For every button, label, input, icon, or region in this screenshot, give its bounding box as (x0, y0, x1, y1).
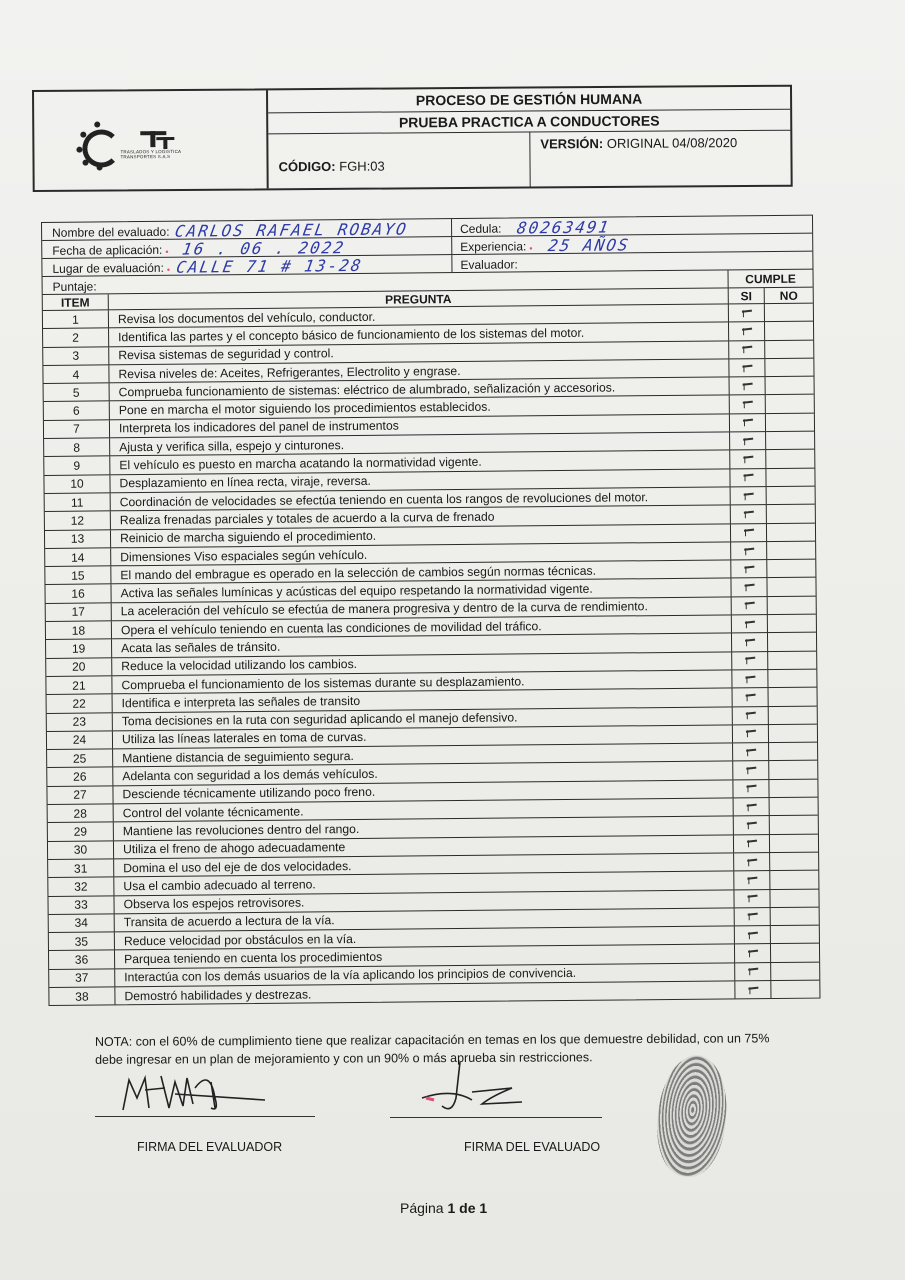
item-number: 14 (45, 548, 111, 566)
name-label: Nombre del evaluado: (52, 224, 170, 240)
question-text: Reduce la velocidad utilizando los cambios. (112, 652, 732, 675)
yes-cell (735, 926, 771, 944)
question-text: Comprueba funcionamiento de sistemas: eléctrico de alumbrado, señalización y accesorios. (110, 378, 730, 401)
check-mark-icon (742, 437, 754, 445)
yes-cell (733, 743, 769, 761)
check-mark-icon (745, 839, 757, 847)
version-value: ORIGINAL 04/08/2020 (606, 135, 738, 151)
page-current: 1 (447, 1200, 456, 1216)
evaluator-signature (115, 1068, 275, 1118)
no-cell (770, 852, 818, 870)
item-number: 38 (49, 987, 115, 1005)
no-cell (767, 541, 815, 559)
no-cell (766, 377, 814, 395)
yes-cell (734, 816, 770, 834)
no-cell (769, 724, 817, 742)
yes-cell (732, 670, 768, 688)
no-cell (767, 505, 815, 523)
evaluator-signature-label: FIRMA DEL EVALUADOR (137, 1140, 283, 1154)
item-number: 29 (48, 823, 114, 841)
yes-cell (733, 707, 769, 725)
no-cell (767, 487, 815, 505)
yes-cell (731, 487, 767, 505)
item-number: 13 (45, 530, 111, 548)
yes-cell (735, 963, 771, 981)
logo-dot-icon (82, 160, 88, 166)
question-text: Desciende técnicamente utilizando poco freno. (113, 780, 733, 803)
item-number: 21 (46, 676, 112, 694)
no-cell (768, 633, 816, 651)
logo-dot-icon (80, 132, 86, 138)
no-cell (766, 432, 814, 450)
place-value: CALLE 71 # 13-28 (174, 255, 364, 277)
check-mark-icon (742, 510, 754, 518)
version-label: VERSIÓN: (540, 136, 604, 152)
cumple-header: CUMPLE (745, 271, 796, 286)
question-text: Transita de acuerdo a lectura de la vía. (115, 908, 735, 931)
info-row-place: Lugar de evaluación: • CALLE 71 # 13-28 Evaluador: (42, 252, 812, 277)
question-text: Reduce velocidad por obstáculos en la vía. (115, 926, 735, 949)
code-label: CÓDIGO: (278, 158, 336, 174)
question-text: Control del volante técnicamente. (114, 798, 734, 821)
check-mark-icon (742, 455, 754, 463)
document-version (530, 131, 737, 151)
no-cell (766, 395, 814, 413)
no-cell (765, 322, 813, 340)
question-text: Utiliza el freno de ahogo adecuadamente (114, 835, 734, 858)
evaluator-signature-line (95, 1116, 315, 1117)
question-text: Activa las señales lumínicas y acústicas del equipo respetando la normatividad vigente. (111, 579, 731, 602)
evaluated-signature-label: FIRMA DEL EVALUADO (464, 1140, 601, 1154)
process-title: PROCESO DE GESTIÓN HUMANA (268, 87, 790, 114)
question-text: Reinicio de marcha siguiendo el procedimiento. (111, 524, 731, 547)
question-text: Domina el uso del eje de dos velocidades. (114, 853, 734, 876)
yes-cell (734, 835, 770, 853)
check-mark-icon (741, 364, 753, 372)
question-text: Demostró habilidades y destrezas. (115, 981, 735, 1004)
check-mark-icon (741, 327, 753, 335)
item-number: 3 (43, 347, 109, 365)
company-logo (34, 90, 269, 190)
check-mark-icon (741, 382, 753, 390)
no-cell (769, 706, 817, 724)
question-text: Observa los espejos retrovisores. (114, 890, 734, 913)
page-of: de (459, 1200, 476, 1216)
score-label: Puntaje: (43, 270, 729, 294)
yes-cell (730, 377, 766, 395)
question-text: Toma decisiones en la ruta con seguridad aplicando el manejo defensivo. (113, 707, 733, 730)
question-text: Desplazamiento en línea recta, viraje, reversa. (110, 469, 730, 492)
item-number: 35 (49, 932, 115, 950)
experience-value: 25 AÑOS (546, 235, 632, 256)
test-title: PRUEBA PRACTICA A CONDUCTORES (268, 110, 790, 135)
check-mark-icon (743, 583, 755, 591)
no-cell (768, 615, 816, 633)
no-cell (768, 670, 816, 688)
no-cell (769, 743, 817, 761)
yes-cell (733, 725, 769, 743)
item-number: 7 (44, 420, 110, 438)
yes-cell (731, 560, 767, 578)
yes-cell (731, 505, 767, 523)
question-text: Opera el vehículo teniendo en cuenta las condiciones de movilidad del tráfico. (112, 615, 732, 638)
question-text: Adelanta con seguridad a los demás vehículos. (113, 762, 733, 785)
item-number: 18 (46, 621, 112, 639)
yes-cell (730, 396, 766, 414)
no-cell (765, 304, 813, 322)
check-mark-icon (746, 913, 758, 921)
item-number: 22 (47, 695, 113, 713)
item-number: 2 (43, 329, 109, 347)
check-mark-icon (741, 419, 753, 427)
check-mark-icon (743, 547, 755, 555)
question-text: Identifica las partes y el concepto básico de funcionamiento de los sistemas del motor. (109, 323, 729, 346)
yes-cell (729, 304, 765, 322)
check-mark-icon (741, 345, 753, 353)
note-line-2: debe ingresar en un plan de mejoramiento y con un 90% o más aprueba sin restricciones. (95, 1050, 593, 1067)
logo-dot-icon (97, 165, 103, 171)
check-mark-icon (745, 785, 757, 793)
check-mark-icon (747, 986, 759, 994)
item-number: 32 (48, 878, 114, 896)
check-mark-icon (745, 766, 757, 774)
no-cell (770, 834, 818, 852)
question-text: Parquea teniendo en cuenta los procedimientos (115, 945, 735, 968)
question-text: Ajusta y verifica silla, espejo y cinturones. (110, 432, 730, 455)
item-number: 15 (45, 566, 111, 584)
no-cell (771, 981, 819, 999)
question-text: Coordinación de velocidades se efectúa teniendo en cuenta los rangos de revoluciones del motor. (111, 487, 731, 510)
question-text: El vehículo es puesto en marcha acatando la normatividad vigente. (110, 451, 730, 474)
yes-cell (731, 542, 767, 560)
check-mark-icon (742, 473, 754, 481)
yes-cell (733, 761, 769, 779)
document-code (268, 133, 530, 189)
name-value: CARLOS RAFAEL ROBAYO (173, 219, 410, 241)
check-mark-icon (742, 528, 754, 536)
item-number: 16 (45, 585, 111, 603)
question-text: Revisa sistemas de seguridad y control. (109, 341, 729, 364)
item-number: 4 (43, 365, 109, 383)
check-mark-icon (744, 675, 756, 683)
no-cell (767, 523, 815, 541)
yes-cell (735, 908, 771, 926)
yes-cell (735, 981, 771, 999)
yes-cell (734, 853, 770, 871)
page-number (400, 1200, 487, 1216)
question-text: La aceleración del vehículo se efectúa de manera progresiva y dentro de la curva de rendimiento. (112, 597, 732, 620)
yes-cell (732, 615, 768, 633)
no-cell (771, 944, 819, 962)
item-number: 36 (49, 951, 115, 969)
yes-cell (734, 871, 770, 889)
no-cell (770, 889, 818, 907)
no-cell (765, 358, 813, 376)
logo-dot-icon (94, 122, 100, 128)
item-number: 17 (46, 603, 112, 621)
place-label: Lugar de evaluación: (52, 260, 164, 276)
no-cell (770, 871, 818, 889)
item-number: 9 (44, 457, 110, 475)
info-row-date: Fecha de aplicación: • 16 . 06 . 2022 Experiencia: • 25 AÑOS (42, 234, 812, 259)
evaluation-table (41, 215, 820, 1007)
item-number: 26 (47, 768, 113, 786)
yes-cell (730, 450, 766, 468)
yes-column-header: SI (729, 288, 765, 303)
check-mark-icon (744, 638, 756, 646)
no-cell (769, 779, 817, 797)
note-line-1: NOTA: con el 60% de cumplimiento tiene que realizar capacitación en temas en los que demuestre debilidad, con un 75% (94, 1031, 770, 1049)
item-number: 34 (49, 914, 115, 932)
evaluated-signature-line (390, 1117, 602, 1118)
question-text: Comprueba el funcionamiento de los sistemas durante su desplazamiento. (112, 670, 732, 693)
check-mark-icon (747, 967, 759, 975)
no-cell (771, 907, 819, 925)
no-cell (766, 468, 814, 486)
yes-cell (729, 341, 765, 359)
no-cell (766, 450, 814, 468)
item-number: 20 (46, 658, 112, 676)
check-mark-icon (740, 309, 752, 317)
no-cell (769, 688, 817, 706)
page-prefix: Página (400, 1200, 444, 1216)
question-text: Revisa niveles de: Aceites, Refrigerantes, Electrolito y engrase. (109, 359, 729, 382)
yes-cell (730, 414, 766, 432)
yes-cell (730, 432, 766, 450)
check-mark-icon (744, 711, 756, 719)
item-number: 25 (47, 749, 113, 767)
yes-cell (734, 798, 770, 816)
item-number: 12 (45, 512, 111, 530)
question-column-header: PREGUNTA (109, 288, 729, 309)
item-number: 28 (48, 804, 114, 822)
check-mark-icon (743, 565, 755, 573)
no-cell (766, 413, 814, 431)
question-text: Mantiene las revoluciones dentro del rango. (114, 817, 734, 840)
item-number: 24 (47, 731, 113, 749)
page-total: 1 (479, 1200, 488, 1216)
evaluated-signature (412, 1058, 532, 1118)
item-number: 8 (44, 438, 110, 456)
check-mark-icon (745, 821, 757, 829)
no-cell (768, 651, 816, 669)
yes-cell (732, 652, 768, 670)
question-text: Usa el cambio adecuado al terreno. (114, 872, 734, 895)
question-text: Revisa los documentos del vehículo, conductor. (109, 304, 729, 327)
id-value: 80263491 (515, 217, 613, 238)
question-text: Pone en marcha el motor siguiendo los procedimientos establecidos. (110, 396, 730, 419)
question-text: Realiza frenadas parciales y totales de acuerdo a la curva de frenado (111, 506, 731, 529)
yes-cell (731, 524, 767, 542)
item-number: 10 (44, 475, 110, 493)
check-mark-icon (742, 492, 754, 500)
no-cell (770, 816, 818, 834)
question-rows (43, 304, 820, 1006)
id-label: Cedula: (460, 221, 502, 236)
yes-cell (729, 359, 765, 377)
check-mark-icon (746, 931, 758, 939)
code-value: FGH:03 (339, 158, 385, 174)
fingerprint-image (652, 1052, 732, 1180)
check-mark-icon (745, 748, 757, 756)
document-header (32, 85, 793, 192)
yes-cell (735, 944, 771, 962)
no-cell (770, 798, 818, 816)
logo-dot-icon (76, 147, 82, 153)
item-number: 1 (43, 310, 109, 328)
item-number: 19 (46, 640, 112, 658)
no-cell (765, 340, 813, 358)
item-number: 27 (47, 786, 113, 804)
no-cell (767, 578, 815, 596)
check-mark-icon (744, 693, 756, 701)
no-cell (771, 962, 819, 980)
question-text: Identifica e interpreta las señales de transito (113, 689, 733, 712)
item-number: 6 (44, 402, 110, 420)
item-number: 11 (45, 493, 111, 511)
check-mark-icon (744, 730, 756, 738)
check-mark-icon (741, 400, 753, 408)
question-text: Mantiene distancia de seguimiento segura. (113, 744, 733, 767)
yes-cell (732, 633, 768, 651)
date-value: 16 . 06 . 2022 (180, 238, 347, 259)
item-number: 23 (47, 713, 113, 731)
no-cell (769, 761, 817, 779)
item-number: 31 (48, 859, 114, 877)
item-number: 30 (48, 841, 114, 859)
question-text: Acata las señales de tránsito. (112, 634, 732, 657)
yes-cell (731, 578, 767, 596)
no-cell (771, 926, 819, 944)
item-number: 5 (44, 384, 110, 402)
evaluator-label: Evaluador: (460, 257, 518, 272)
check-mark-icon (744, 656, 756, 664)
check-mark-icon (745, 803, 757, 811)
question-text: Interactúa con los demás usuarios de la vía aplicando los principios de convivencia. (115, 963, 735, 986)
item-number: 37 (49, 969, 115, 987)
check-mark-icon (743, 620, 755, 628)
yes-cell (733, 780, 769, 798)
logo-caption: TRASLADOS Y LOGISTICA TRANSPORTES S.A.S (120, 148, 182, 160)
yes-cell (730, 469, 766, 487)
yes-cell (733, 688, 769, 706)
check-mark-icon (747, 949, 759, 957)
check-mark-icon (743, 602, 755, 610)
question-text: Utiliza las líneas laterales en toma de curvas. (113, 725, 733, 748)
no-cell (768, 596, 816, 614)
question-text: Interpreta los indicadores del panel de instrumentos (110, 414, 730, 437)
yes-cell (734, 890, 770, 908)
question-text: Dimensiones Viso espaciales según vehículo. (111, 542, 731, 565)
check-mark-icon (746, 894, 758, 902)
check-mark-icon (746, 876, 758, 884)
no-cell (767, 560, 815, 578)
no-column-header: NO (779, 288, 798, 303)
experience-label: Experiencia: (460, 239, 527, 254)
date-label: Fecha de aplicación: (52, 242, 163, 258)
item-column-header: ITEM (43, 294, 109, 310)
question-text: El mando del embrague es operado en la selección de cambios según normas técnicas. (111, 561, 731, 584)
yes-cell (732, 597, 768, 615)
yes-cell (729, 322, 765, 340)
item-number: 33 (48, 896, 114, 914)
check-mark-icon (746, 858, 758, 866)
